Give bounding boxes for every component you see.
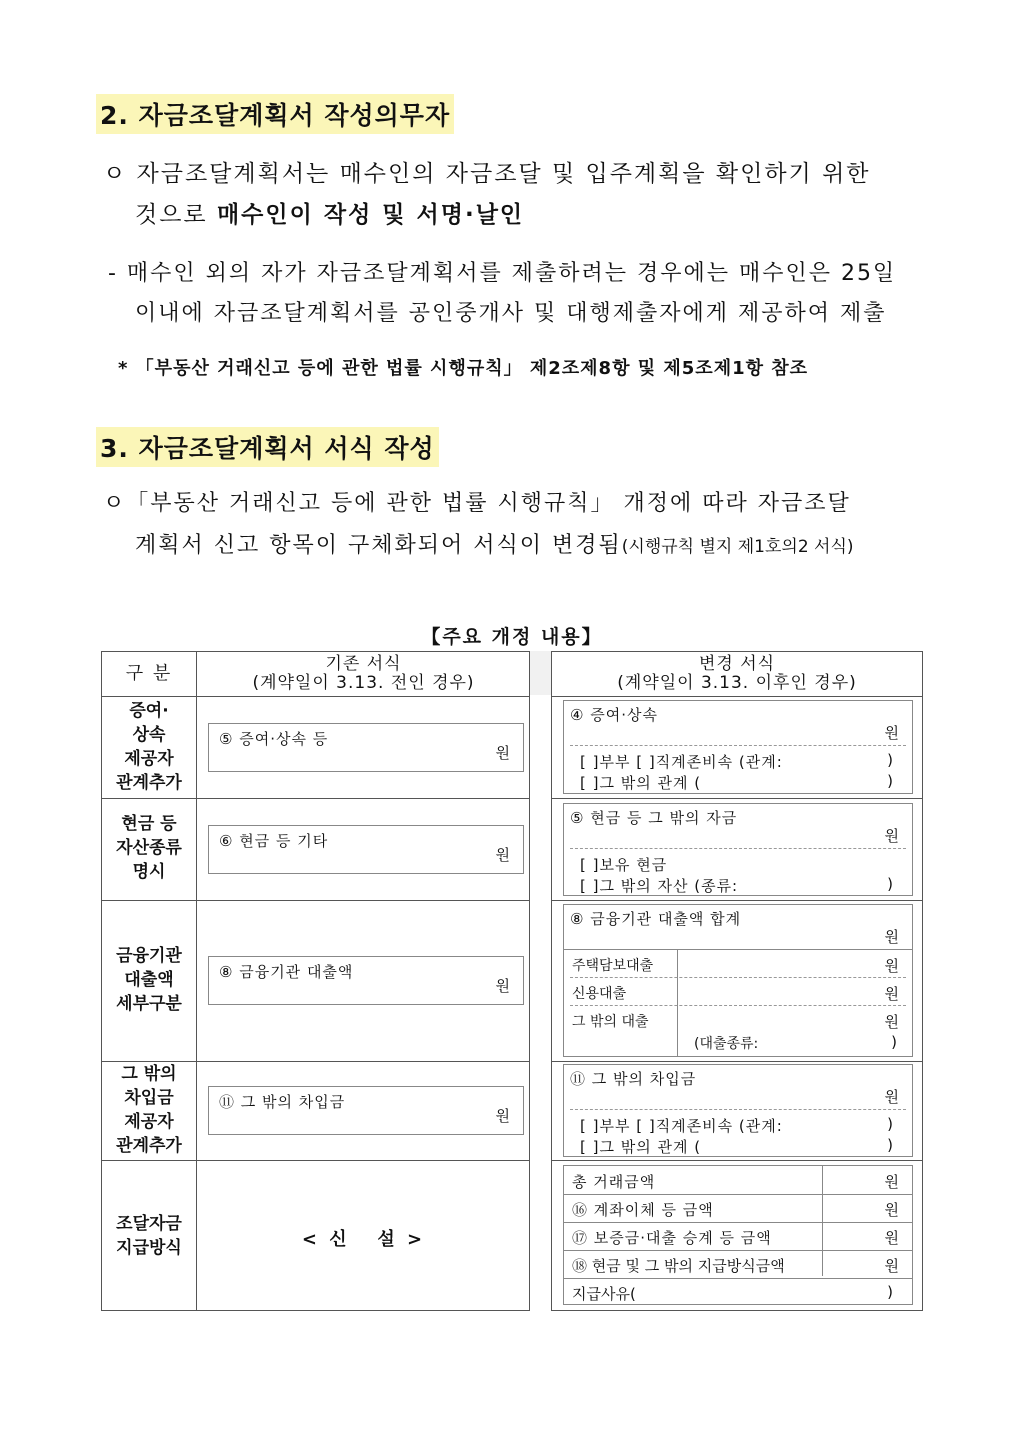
old-cash-box — [208, 825, 524, 874]
category-line: 대출액 — [124, 970, 174, 990]
other-assets-end: ) — [887, 875, 894, 893]
payment-reason: 지급사유( — [572, 1285, 636, 1303]
payment-row-line — [564, 1194, 912, 1195]
section2-bullet-line1: ㅇ 자금조달계획서는 매수인의 자금조달 및 입주계획을 확인하기 위한 — [103, 161, 871, 187]
won-unit: 원 — [884, 1013, 900, 1031]
won-unit: 원 — [884, 1229, 900, 1247]
relation-line1: [ ]부부 [ ]직계존비속 (관계: — [580, 1117, 783, 1135]
old-gift-box — [208, 723, 524, 772]
won-unit: 원 — [495, 846, 511, 864]
new-gift-label: ④ 증여·상속 — [570, 706, 658, 724]
won-unit: 원 — [884, 1088, 900, 1106]
old-gift-label: ⑤ 증여·상속 등 — [219, 730, 329, 748]
dashed-divider — [570, 1005, 906, 1006]
won-unit: 원 — [495, 1107, 511, 1125]
section3-bullet-line2-small: (시행규칙 별지 제1호의2 서식) — [621, 537, 854, 557]
payment-deposit: ⑰ 보증금·대출 승계 등 금액 — [572, 1229, 772, 1247]
category-payment — [102, 1212, 196, 1260]
new-borrowing-label: ⑪ 그 밖의 차입금 — [570, 1070, 697, 1088]
relation-line1: [ ]부부 [ ]직계존비속 (관계: — [580, 753, 783, 771]
category-line: 명시 — [132, 862, 166, 882]
payment-row-line — [564, 1250, 912, 1251]
category-line: 제공자 — [124, 1112, 174, 1132]
section2-bullet-line2 — [135, 196, 524, 229]
won-unit: 원 — [884, 827, 900, 845]
relation-line2-end: ) — [887, 772, 894, 790]
category-line: 차입금 — [124, 1088, 174, 1108]
old-loan-box — [208, 956, 524, 1005]
won-unit: 원 — [884, 1173, 900, 1191]
category-line: 조달자금 — [116, 1214, 182, 1234]
new-form-header — [552, 652, 922, 697]
relation-line1-end: ) — [887, 751, 894, 769]
row-divider — [102, 1160, 529, 1161]
table-title: 【주요 개정 내용】 — [421, 626, 603, 648]
loan-table-top — [564, 949, 912, 950]
category-header: 구 분 — [125, 663, 173, 684]
new-payment-box — [563, 1165, 913, 1305]
section3-bullet-line2 — [135, 528, 854, 559]
section2-dash-line1: - 매수인 외의 자가 자금조달계획서를 제출하려는 경우에는 매수인은 25일 — [108, 261, 897, 286]
won-unit: 원 — [884, 928, 900, 946]
old-form-subtitle: (계약일이 3.13. 전인 경우) — [252, 673, 475, 693]
other-assets: [ ]그 밖의 자산 (종류: — [580, 877, 739, 895]
category-line: 증여· — [129, 701, 169, 721]
row-divider — [552, 900, 922, 901]
loan-credit: 신용대출 — [572, 986, 627, 1002]
won-unit: 원 — [884, 724, 900, 742]
new-form-title: 변경 서식 — [698, 654, 776, 674]
section3-heading: 3. 자금조달계획서 서식 작성 — [96, 427, 439, 467]
won-unit: 원 — [884, 1201, 900, 1219]
section2-bullet-line2-bold: 매수인이 작성 및 서명·날인 — [216, 202, 525, 228]
row-divider — [102, 900, 529, 901]
payment-reason-end: ) — [887, 1283, 894, 1301]
dashed-divider — [570, 848, 906, 849]
section3-bullet-line1: ㅇ「부동산 거래신고 등에 관한 법률 시행규칙」 개정에 따라 자금조달 — [103, 491, 851, 516]
loan-other: 그 밖의 대출 — [572, 1014, 649, 1030]
payment-row-line — [564, 1222, 912, 1223]
dashed-divider — [570, 977, 906, 978]
old-cash-label: ⑥ 현금 등 기타 — [219, 832, 329, 850]
won-unit: 원 — [884, 1257, 900, 1275]
category-line: 지급방식 — [116, 1238, 182, 1258]
section2-bullet-line2-prefix: 것으로 — [135, 202, 208, 228]
loan-type-end: ) — [891, 1033, 898, 1051]
payment-transfer: ⑯ 계좌이체 등 금액 — [572, 1201, 714, 1219]
old-loan-label: ⑧ 금융기관 대출액 — [219, 963, 354, 981]
header-gap — [530, 651, 551, 695]
category-cash — [102, 812, 196, 884]
category-line: 자산종류 — [116, 838, 182, 858]
category-divider — [196, 652, 197, 1310]
payment-cash: ⑱ 현금 및 그 밖의 지급방식금액 — [572, 1257, 785, 1275]
category-loan — [102, 944, 196, 1016]
old-form-column — [101, 651, 530, 1311]
relation-line1-end: ) — [887, 1115, 894, 1133]
new-gift-box — [563, 700, 913, 794]
category-line: 제공자 — [124, 749, 174, 769]
category-line: 관계추가 — [116, 1136, 182, 1156]
category-gift — [102, 699, 196, 795]
section3-bullet-line2-text: 계획서 신고 항목이 구체화되어 서식이 변경됨 — [135, 533, 622, 558]
category-line: 관계추가 — [116, 773, 182, 793]
dashed-divider — [570, 1109, 906, 1110]
loan-mortgage: 주택담보대출 — [572, 958, 654, 974]
old-borrowing-label: ⑪ 그 밖의 차입금 — [219, 1093, 346, 1111]
row-divider — [102, 798, 529, 799]
new-borrowing-box — [563, 1064, 913, 1157]
relation-line2: [ ]그 밖의 관계 ( — [580, 1138, 702, 1156]
new-cash-label: ⑤ 현금 등 그 밖의 자금 — [570, 809, 738, 827]
relation-line2: [ ]그 밖의 관계 ( — [580, 774, 702, 792]
payment-row-line — [564, 1278, 912, 1279]
category-line: 그 밖의 — [121, 1064, 177, 1084]
old-form-header — [102, 652, 529, 697]
category-borrowing — [102, 1062, 196, 1158]
row-divider — [552, 1160, 922, 1161]
new-item-label: < 신 설 > — [301, 1229, 426, 1250]
section2-note: * 「부동산 거래신고 등에 관한 법률 시행규칙」 제2조제8항 및 제5조제1항 참조 — [118, 358, 809, 379]
category-line: 세부구분 — [116, 994, 182, 1014]
dashed-divider — [570, 745, 906, 746]
new-form-subtitle: (계약일이 3.13. 이후인 경우) — [617, 673, 857, 693]
new-cash-box — [563, 803, 913, 896]
new-form-column — [551, 651, 923, 1311]
category-line: 상속 — [132, 725, 166, 745]
relation-line2-end: ) — [887, 1136, 894, 1154]
row-divider — [552, 1061, 922, 1062]
new-loan-box — [563, 904, 913, 1057]
payment-total: 총 거래금액 — [572, 1173, 656, 1191]
won-unit: 원 — [495, 744, 511, 762]
loan-type-label: (대출종류: — [694, 1036, 759, 1052]
section2-dash-line2: 이내에 자금조달계획서를 공인중개사 및 대행제출자에게 제공하여 제출 — [135, 301, 887, 326]
new-loan-label: ⑧ 금융기관 대출액 합계 — [570, 910, 742, 928]
loan-table-divider — [677, 949, 678, 1056]
won-unit: 원 — [495, 977, 511, 995]
section2-heading: 2. 자금조달계획서 작성의무자 — [96, 94, 454, 134]
category-line: 현금 등 — [121, 814, 177, 834]
old-form-title: 기존 서식 — [325, 654, 402, 674]
cash-held: [ ]보유 현금 — [580, 856, 668, 874]
category-line: 금융기관 — [116, 946, 182, 966]
won-unit: 원 — [884, 985, 900, 1003]
won-unit: 원 — [884, 957, 900, 975]
old-borrowing-box — [208, 1086, 524, 1135]
row-divider — [552, 798, 922, 799]
payment-divider — [822, 1166, 823, 1276]
